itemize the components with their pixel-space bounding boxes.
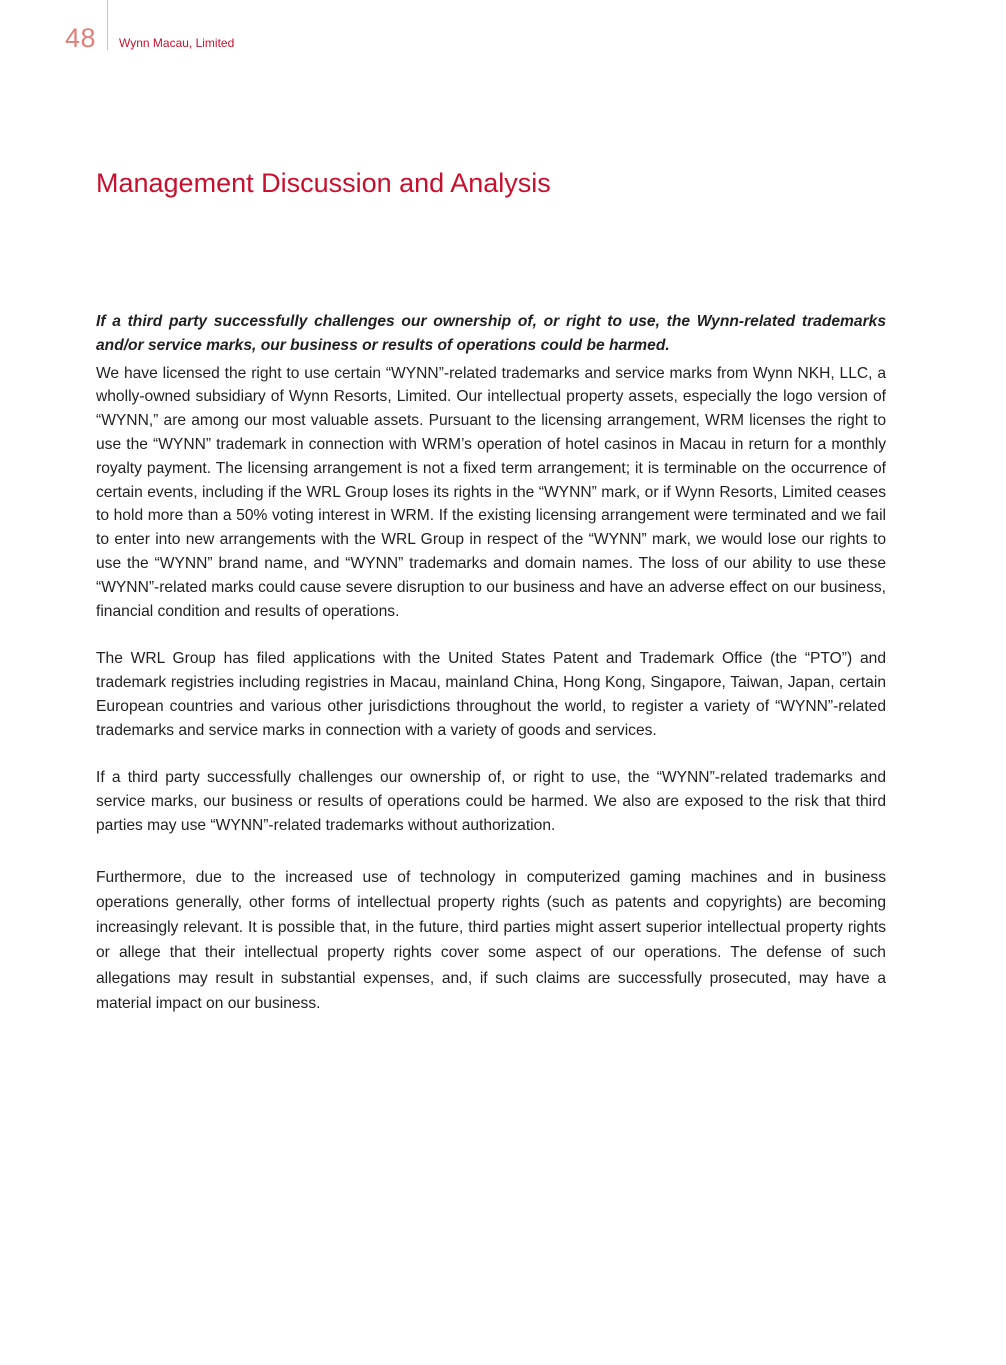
section-title: Management Discussion and Analysis (96, 168, 551, 198)
body-content (96, 310, 886, 1016)
page-number: 48 (65, 23, 97, 53)
risk-factor-heading: If a third party successfully challenges our ownership of, or right to use, the Wynn-related trademarks and/or service marks, our business or results of operations could be harmed. (96, 313, 886, 354)
header-divider (107, 0, 108, 50)
paragraph-licensing: We have licensed the right to use certain “WYNN”-related trademarks and service marks from Wynn NKH, LLC, a wholly-owned subsidiary of Wynn Resorts, Limited. Our intellectual property assets, especially the logo version of “WYNN,” are among our most valuable assets. Pursuant to the licensing arrangement, WRM licenses the right to use the “WYNN” trademark in connection with WRM’s operation of hotel casinos in Macau in return for a monthly royalty payment. The licensing arrangement is not a fixed term arrangement; it is terminable on the occurrence of certain events, including if the WRL Group loses its rights in the “WYNN” mark, or if Wynn Resorts, Limited ceases to hold more than a 50% voting interest in WRM. If the existing licensing arrangement were terminated and we fail to enter into new arrangements with the WRL Group in respect of the “WYNN” mark, we would lose our rights to use the “WYNN” brand name, and “WYNN” trademarks and domain names. The loss of our ability to use these “WYNN”-related marks could cause severe disruption to our business and have an adverse effect on our business, financial condition and results of operations. (96, 364, 886, 620)
paragraph-ip-rights: Furthermore, due to the increased use of technology in computerized gaming machines and in business operations generally, other forms of intellectual property rights (such as patents and copyrights) are becoming increasingly relevant. It is possible that, in the future, third parties might assert superior intellectual property rights or allege that their intellectual property rights cover some aspect of our operations. The defense of such allegations may result in substantial expenses, and, if such claims are successfully prosecuted, may have a material impact on our business. (96, 868, 886, 1013)
company-name: Wynn Macau, Limited (119, 36, 235, 50)
paragraph-registrations: The WRL Group has filed applications with the United States Patent and Trademark Office (the “PTO”) and trademark registries including registries in Macau, mainland China, Hong Kong, Singapore, Taiwan, Japan, certain European countries and various other jurisdictions throughout the world, to register a variety of “WYNN”-related trademarks and service marks in connection with a variety of goods and services. (96, 650, 886, 739)
paragraph-third-party-risk: If a third party successfully challenges our ownership of, or right to use, the “WYNN”-related trademarks and service marks, our business or results of operations could be harmed. We also are exposed to the risk that third parties may use “WYNN”-related trademarks without authorization. (96, 769, 886, 834)
